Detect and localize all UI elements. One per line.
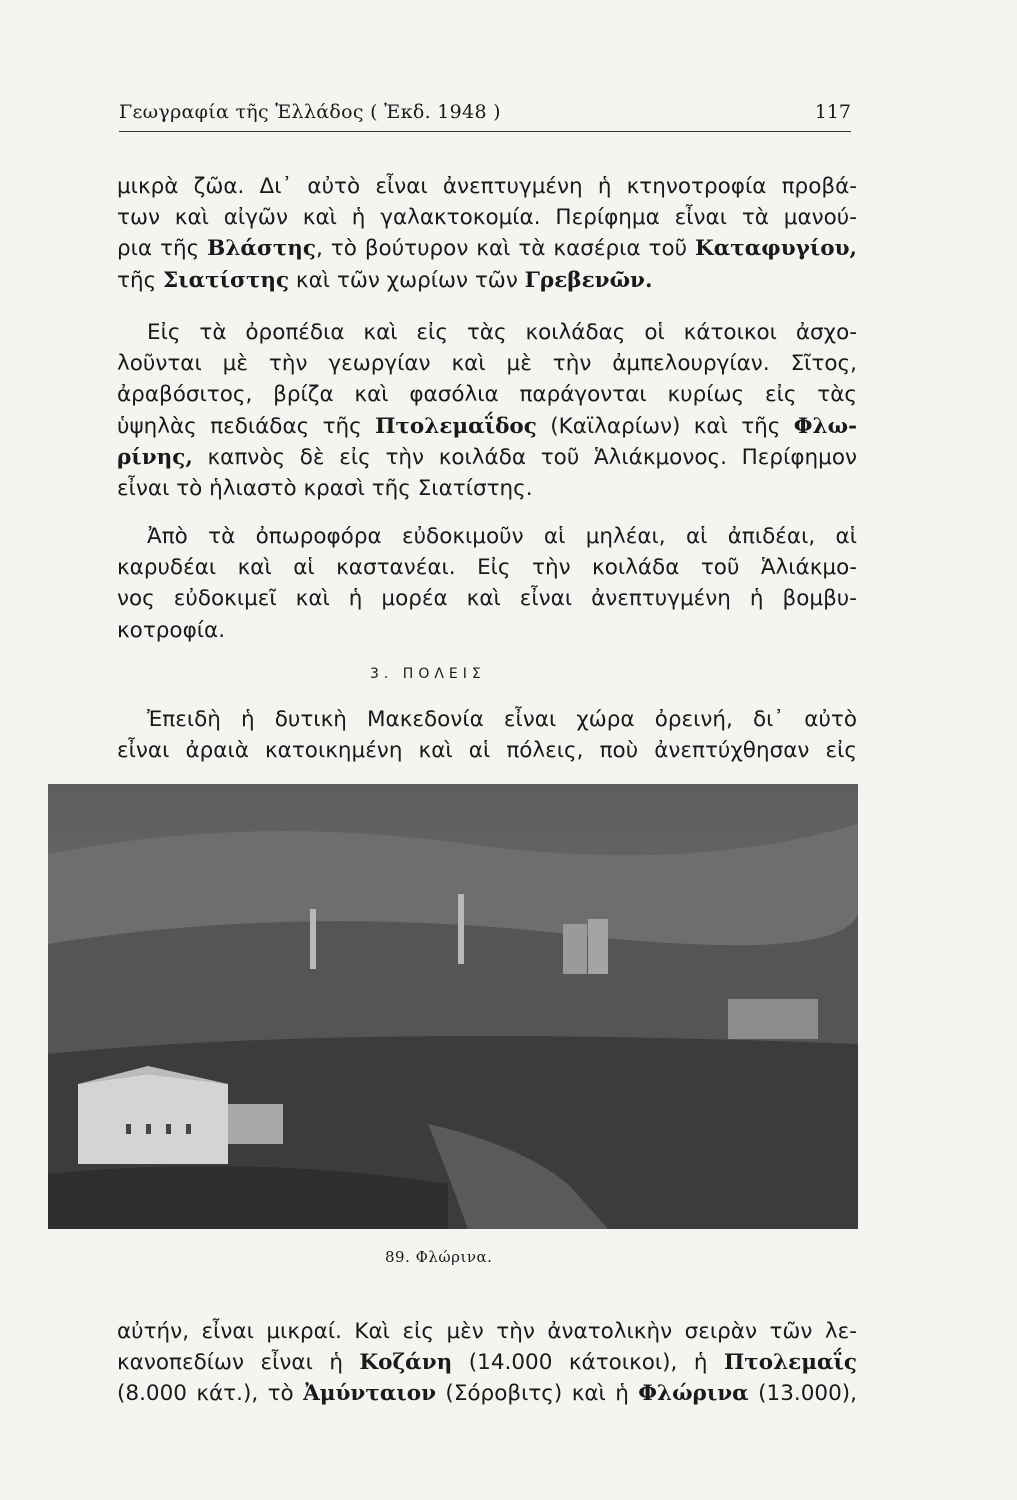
text-line: κοτροφία. [117,617,226,643]
text-line: καρυδέαι καὶ αἱ καστανέαι. Εἰς τὴν κοιλάδα τοῦ Ἁλιάκμο- [117,555,857,581]
page-header [119,101,851,132]
text-line: κανοπεδίων εἶναι ἡ Κοζάνη (14.000 κάτοικοι), ἡ Πτολεμαΐς [117,1350,857,1376]
text-line: ὑψηλὰς πεδιάδας τῆς Πτολεμαΐδος (Καϊλαρίων) καὶ τῆς Φλω- [117,413,857,439]
text-line: Ἀπὸ τὰ ὀπωροφόρα εὐδοκιμοῦν αἱ μηλέαι, αἱ ἀπιδέαι, αἱ [147,524,857,549]
paragraph-agriculture [117,317,857,504]
page-number: 117 [814,101,851,123]
place-ptolemais: Πτολεμαΐς [723,1350,857,1376]
place-kozani: Κοζάνη [359,1350,453,1376]
text-line: (8.000 κάτ.), τὸ Ἀμύνταιον (Σόροβιτς) καὶ ἡ Φλώρινα (13.000), [117,1381,857,1407]
text-line: Εἰς τὰ ὀροπέδια καὶ εἰς τὰς κοιλάδας οἱ κάτοικοι ἀσχο- [147,320,857,345]
place-katafygi: Καταφυγίου, [695,236,857,262]
figure-caption: 89. Φλώρινα. [385,1248,493,1266]
place-florina-hyphen: Φλω- [793,413,857,439]
place-siatista: Σιατίστης [163,267,290,293]
text-line: αὐτήν, εἶναι μικραί. Καὶ εἰς μὲν τὴν ἀνατολικὴν σειρὰν τῶν λε- [117,1319,857,1344]
place-vlasti: Βλάστης [207,236,317,262]
running-title: Γεωγραφία τῆς Ἑλλάδος ( Ἐκδ. 1948 ) [119,101,501,123]
text-line: των καὶ αἰγῶν καὶ ἡ γαλακτοκομία. Περίφημα εἶναι τὰ μανού- [117,205,857,231]
text-line: μικρὰ ζῶα. Δι᾿ αὐτὸ εἶναι ἀνεπτυγμένη ἡ κτηνοτροφία προβά- [117,174,857,199]
paragraph-fruit-trees [117,521,857,646]
place-ptolemaida: Πτολεμαΐδος [375,413,537,439]
text-line: τῆς Σιατίστης καὶ τῶν χωρίων τῶν Γρεβενῶν. [117,267,653,293]
place-amyntaio: Ἀμύνταιον [303,1381,437,1407]
text-line: Ἐπειδὴ ἡ δυτικὴ Μακεδονία εἶναι χώρα ὀρεινή, δι᾿ αὐτὸ [147,707,857,732]
text-line: εἶναι ἀραιὰ κατοικημένη καὶ αἱ πόλεις, ποὺ ἀνεπτύχθησαν εἰς [117,738,857,764]
text-line: ρια τῆς Βλάστης, τὸ βούτυρον καὶ τὰ κασέρια τοῦ Καταφυγίου, [117,236,857,262]
section-heading-cities: 3. ΠΟΛΕΙΣ [370,666,486,682]
paragraph-cities-intro [117,704,857,766]
photo-florina [48,784,858,1229]
photo-florina-drawing [48,784,858,1229]
text-line: εἶναι τὸ ἡλιαστὸ κρασὶ τῆς Σιατίστης. [117,476,533,502]
text-line: ρίνης, καπνὸς δὲ εἰς τὴν κοιλάδα τοῦ Ἁλιάκμονος. Περίφημον [117,444,857,470]
text-line: νος εὐδοκιμεῖ καὶ ἡ μορέα καὶ εἶναι ἀνεπτυγμένη ἡ βομβυ- [117,586,857,612]
place-florina: Φλώρινα [638,1381,749,1407]
paragraph-cities [117,1316,857,1410]
text-line: λοῦνται μὲ τὴν γεωργίαν καὶ μὲ τὴν ἀμπελουργίαν. Σῖτος, [117,351,857,377]
place-florina-end: ρίνης, [117,444,193,470]
text-line: ἀραβόσιτος, βρίζα καὶ φασόλια παράγονται κυρίως εἰς τὰς [117,382,857,408]
paragraph-livestock [117,171,857,296]
place-grevena: Γρεβενῶν. [524,267,653,293]
